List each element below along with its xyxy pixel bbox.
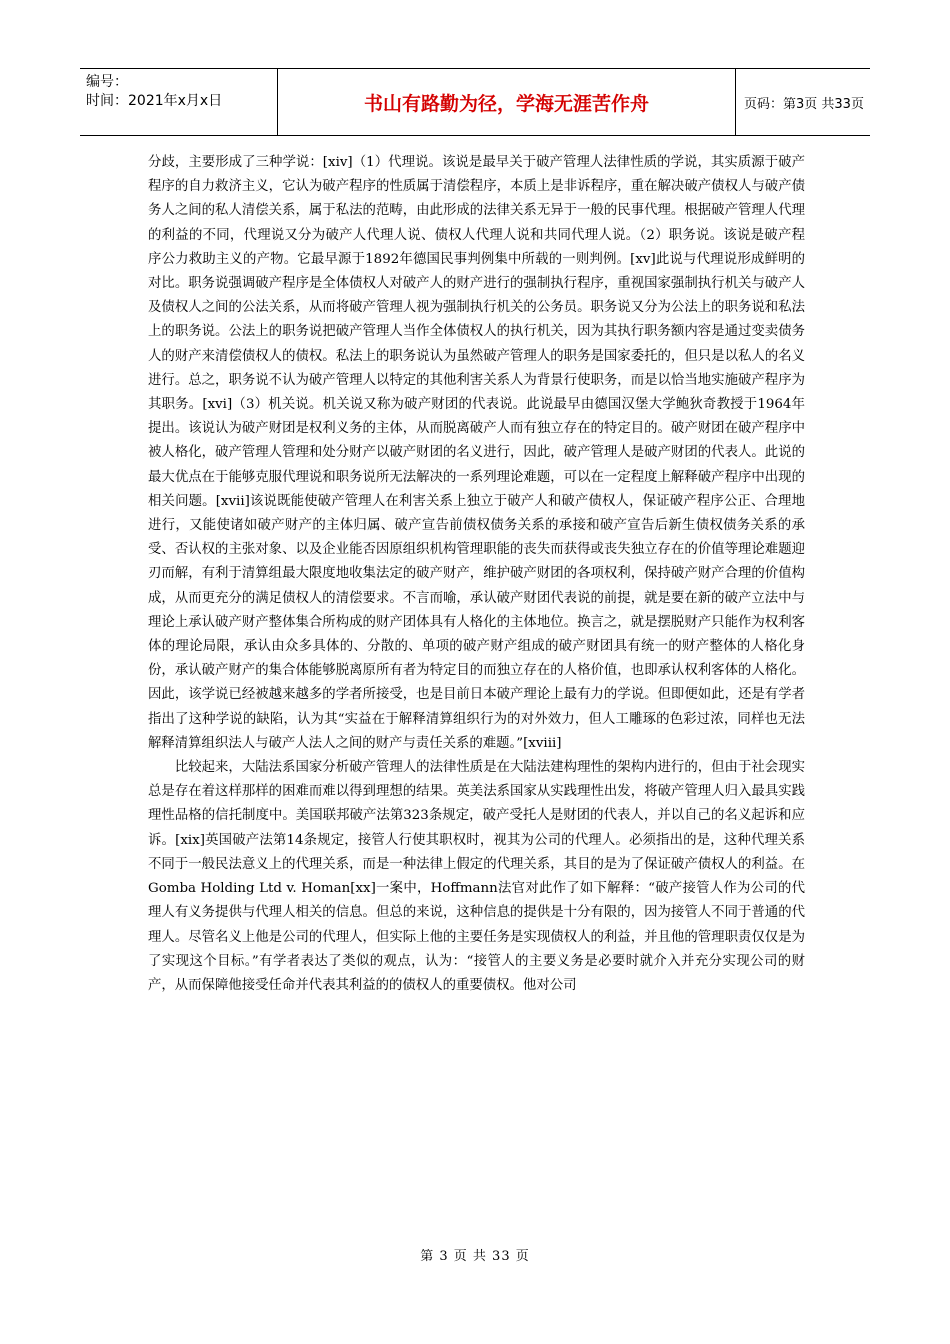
page-footer: 第 3 页 共 33 页: [420, 1249, 530, 1264]
header-motto: 书山有路勤为径，学海无涯苦作舟: [278, 69, 736, 135]
body-paragraph: 分歧，主要形成了三种学说：[xiv]（1）代理说。该说是最早关于破产管理人法律性质的学说，其实质源于破产程序的自力救济主义，它认为破产程序的性质属于清偿程序，本质上是非诉程序，重在解决破产债权人与破产债务人之间的私人清偿关系，属于私法的范畴，由此形成的法律关系无异于一般的民事代理。根据破产管理人代理的利益的不同，代理说又分为破产人代理人说、债权人代理人说和共同代理人说。（2）职务说。该说是破产程序公力救助主义的产物。它最早源于1892年德国民事判例集中所载的一则判例。[xv]此说与代理说形成鲜明的对比。职务说强调破产程序是全体债权人对破产人的财产进行的强制执行程序，重视国家强制执行机关与破产人及债权人之间的公法关系，从而将破产管理人视为强制执行机关的公务员。职务说又分为公法上的职务说和私法上的职务说。公法上的职务说把破产管理人当作全体债权人的执行机关，因为其执行职务额内容是通过变卖债务人的财产来清偿债权人的债权。私法上的职务说认为虽然破产管理人的职务是国家委托的，但只是以私人的名义进行。总之，职务说不认为破产管理人以特定的其他利害关系人为背景行使职务，而是以恰当地实施破产程序为其职务。[xvi]（3）机关说。机关说又称为破产财团的代表说。此说最早由德国汉堡大学鲍狄奇教授于1964年提出。该说认为破产财团是权利义务的主体，从而脱离破产人而有独立存在的特定目的。破产财团在破产程序中被人格化，破产管理人管理和处分财产以破产财团的名义进行，因此，破产管理人是破产财团的代表人。此说的最大优点在于能够克服代理说和职务说所无法解决的一系列理论难题，可以在一定程度上解释破产程序中出现的相关问题。[xvii]该说既能使破产管理人在利害关系上独立于破产人和破产债权人，保证破产程序公正、合理地进行，又能使诸如破产财产的主体归属、破产宣告前债权债务关系的承接和破产宣告后新生债权债务关系的承受、否认权的主张对象、以及企业能否因原组织机构管理职能的丧失而获得或丧失独立存在的价值等理论难题迎刃而解，有利于清算组最大限度地收集法定的破产财产，维护破产财团的各项权利，保持破产财产合理的价值构成，从而更充分的满足债权人的清偿要求。不言而喻，承认破产财团代表说的前提，就是要在新的破产立法中与理论上承认破产财产整体集合所构成的财产团体具有人格化的主体地位。换言之，就是摆脱财产只能作为权利客体的理论局限，承认由众多具体的、分散的、单项的破产财产组成的破产财团具有统一的财产整体的人格化身份，承认破产财产的集合体能够脱离原所有者为特定目的而独立存在的人格价值，也即承认权利客体的人格化。因此，该学说已经被越来越多的学者所接受，也是目前日本破产理论上最有力的学说。但即便如此，还是有学者指出了这种学说的缺陷，认为其“实益在于解释清算组织行为的对外效力，但人工雕琢的色彩过浓，同样也无法解释清算组织法人与破产人法人之间的财产与责任关系的难题。”[xviii]: [148, 155, 805, 751]
body-paragraph: 比较起来，大陆法系国家分析破产管理人的法律性质是在大陆法建构理性的架构内进行的，但由于社会现实总是存在着这样那样的困难而难以得到理想的结果。英美法系国家从实践理性出发，将破产管理人归入最具实践理性品格的信托制度中。美国联邦破产法第323条规定，破产受托人是财团的代表人，并以自己的名义起诉和应诉。[xix]英国破产法第14条规定，接管人行使其职权时，视其为公司的代理人。必须指出的是，这种代理关系不同于一般民法意义上的代理关系，而是一种法律上假定的代理关系，其目的是为了保证破产债权人的利益。在Gomba Holding Ltd v. Homan[xx]一案中，Hoffmann法官对此作了如下解释：“破产接管人作为公司的代理人有义务提供与代理人相关的信息。但总的来说，这种信息的提供是十分有限的，因为接管人不同于普通的代理人。尽管名义上他是公司的代理人，但实际上他的主要任务是实现债权人的利益，并且他的管理职责仅仅是为了实现这个目标。”有学者表达了类似的观点，认为：“接管人的主要义务是必要时就介入并充分实现公司的财产，从而保障他接受任命并代表其利益的的债权人的重要债权。他对公司: [148, 760, 805, 993]
document-body: [148, 151, 805, 998]
page-header: [80, 68, 870, 136]
header-meta: [80, 69, 278, 135]
document-number: 编号：: [86, 74, 128, 90]
document-time: 时间：2021年x月x日: [86, 93, 223, 109]
header-page-info: 页码：第3页 共33页: [744, 96, 864, 112]
